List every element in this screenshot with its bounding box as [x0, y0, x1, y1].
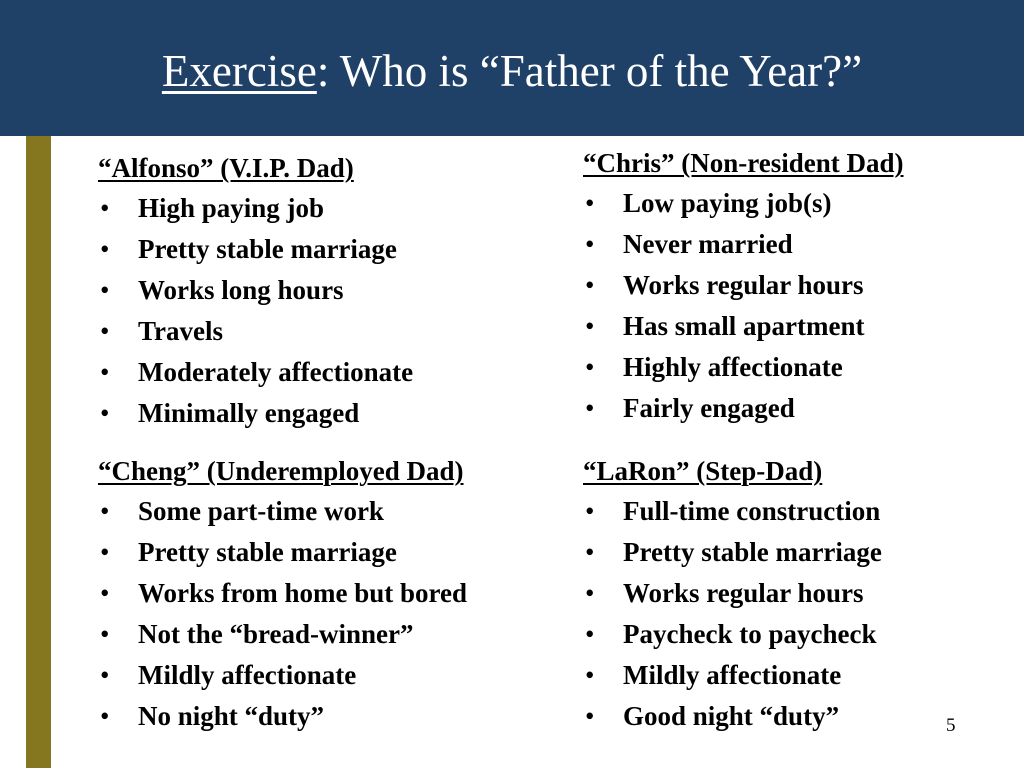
bullet-icon: •: [100, 316, 110, 346]
bullet-icon: •: [585, 352, 595, 382]
title-question: : Who is “Father of the Year?”: [316, 46, 863, 96]
bullet-icon: •: [100, 619, 110, 649]
title-keyword: Exercise: [161, 46, 317, 96]
bullet-list: [98, 491, 467, 737]
list-item-text: Low paying job(s): [623, 188, 832, 218]
bullet-icon: •: [585, 311, 595, 341]
list-item-text: Fairly engaged: [623, 393, 795, 423]
list-item: [583, 491, 882, 532]
bullet-list: [583, 491, 882, 737]
section-heading: “Alfonso” (V.I.P. Dad): [98, 153, 354, 183]
bullet-icon: •: [100, 701, 110, 731]
bullet-icon: •: [585, 660, 595, 690]
list-item: [583, 655, 882, 696]
accent-side-bar: [26, 136, 51, 768]
bullet-icon: •: [585, 701, 595, 731]
page-number: 5: [946, 715, 956, 736]
bullet-icon: •: [585, 619, 595, 649]
list-item-text: Highly affectionate: [623, 352, 843, 382]
list-item-text: Full-time construction: [623, 496, 881, 526]
bullet-list: [98, 188, 413, 434]
bullet-icon: •: [585, 188, 595, 218]
list-item: [98, 270, 413, 311]
list-item-text: Minimally engaged: [138, 398, 360, 428]
list-item-text: Works long hours: [138, 275, 344, 305]
bullet-icon: •: [100, 578, 110, 608]
list-item: [98, 532, 467, 573]
list-item: [98, 229, 413, 270]
bullet-icon: •: [585, 496, 595, 526]
section-laron: [583, 451, 882, 737]
list-item: [98, 393, 413, 434]
section-heading: “LaRon” (Step-Dad): [583, 456, 823, 486]
list-item: [583, 614, 882, 655]
bullet-icon: •: [100, 357, 110, 387]
list-item-text: Pretty stable marriage: [623, 537, 882, 567]
slide-title: [0, 43, 1024, 99]
bullet-icon: •: [585, 393, 595, 423]
list-item: [583, 532, 882, 573]
list-item: [98, 573, 467, 614]
list-item-text: Works regular hours: [623, 578, 864, 608]
list-item-text: Not the “bread-winner”: [138, 619, 414, 649]
section-heading: “Chris” (Non-resident Dad): [583, 148, 904, 178]
bullet-icon: •: [585, 270, 595, 300]
list-item: [98, 696, 467, 737]
list-item: [98, 352, 413, 393]
bullet-icon: •: [585, 578, 595, 608]
list-item: [98, 188, 413, 229]
list-item: [583, 347, 904, 388]
bullet-icon: •: [585, 537, 595, 567]
list-item: [583, 224, 904, 265]
section-chris: [583, 143, 904, 429]
list-item-text: Travels: [138, 316, 223, 346]
list-item: [583, 388, 904, 429]
list-item-text: Paycheck to paycheck: [623, 619, 877, 649]
list-item: [583, 183, 904, 224]
list-item-text: Never married: [623, 229, 793, 259]
bullet-icon: •: [100, 275, 110, 305]
list-item: [98, 614, 467, 655]
section-alfonso: [98, 148, 413, 434]
title-banner: [0, 0, 1024, 136]
list-item-text: Works from home but bored: [138, 578, 468, 608]
bullet-icon: •: [100, 537, 110, 567]
bullet-icon: •: [100, 660, 110, 690]
list-item-text: High paying job: [138, 193, 325, 223]
bullet-icon: •: [585, 229, 595, 259]
list-item: [98, 655, 467, 696]
list-item-text: Has small apartment: [623, 311, 865, 341]
list-item: [98, 491, 467, 532]
list-item-text: Good night “duty”: [623, 701, 840, 731]
bullet-icon: •: [100, 496, 110, 526]
list-item-text: Some part-time work: [138, 496, 384, 526]
bullet-list: [583, 183, 904, 429]
list-item-text: Mildly affectionate: [623, 660, 842, 690]
list-item-text: Pretty stable marriage: [138, 537, 397, 567]
list-item: [583, 696, 882, 737]
section-heading: “Cheng” (Underemployed Dad): [98, 456, 464, 486]
list-item: [583, 265, 904, 306]
list-item-text: Pretty stable marriage: [138, 234, 397, 264]
list-item: [98, 311, 413, 352]
section-cheng: [98, 451, 467, 737]
list-item: [583, 573, 882, 614]
list-item: [583, 306, 904, 347]
list-item-text: No night “duty”: [138, 701, 325, 731]
bullet-icon: •: [100, 398, 110, 428]
bullet-icon: •: [100, 234, 110, 264]
list-item-text: Mildly affectionate: [138, 660, 357, 690]
list-item-text: Moderately affectionate: [138, 357, 414, 387]
bullet-icon: •: [100, 193, 110, 223]
list-item-text: Works regular hours: [623, 270, 864, 300]
